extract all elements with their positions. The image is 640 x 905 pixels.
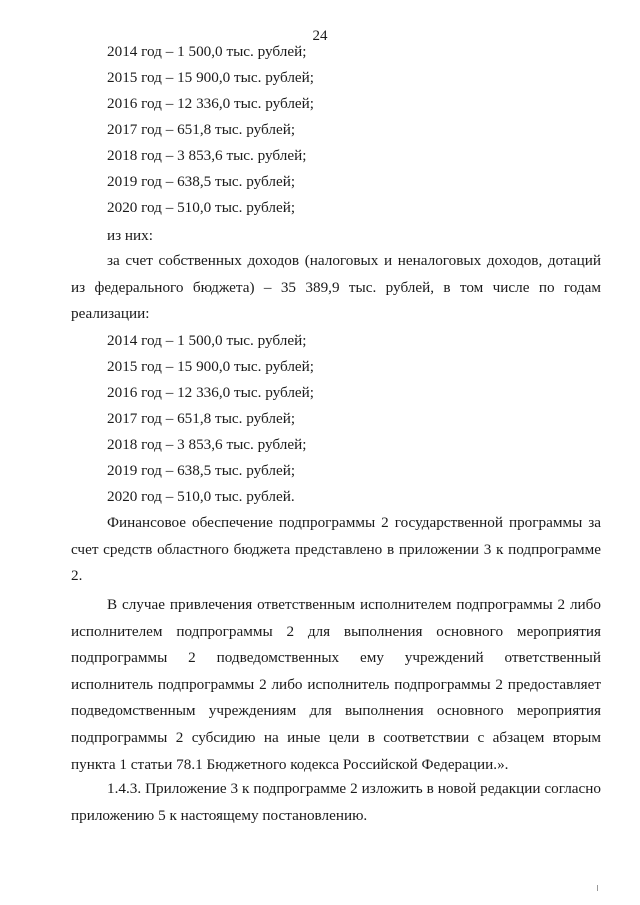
list-item-2020: 2020 год – 510,0 тыс. рублей. (107, 488, 295, 505)
own-income-paragraph: за счет собственных доходов (налоговых и неналоговых доходов, дотаций из федерального бюджета) – 35 389,9 тыс. рублей, в том числе по годам реализации: (71, 252, 601, 323)
list-item-2015: 2015 год – 15 900,0 тыс. рублей; (107, 358, 315, 375)
list-item-2019: 2019 год – 638,5 тыс. рублей; (107, 462, 296, 479)
scan-mark (597, 885, 598, 891)
list-item-2018: 2018 год – 3 853,6 тыс. рублей; (107, 436, 307, 453)
iz-nih-label: из них: (107, 227, 153, 244)
list-item-2014: 2014 год – 1 500,0 тыс. рублей; (107, 332, 307, 349)
list-item-2016: 2016 год – 12 336,0 тыс. рублей; (107, 384, 315, 401)
list-item-2020: 2020 год – 510,0 тыс. рублей; (107, 199, 296, 216)
list-item-2017: 2017 год – 651,8 тыс. рублей; (107, 410, 296, 427)
list-item-2015: 2015 год – 15 900,0 тыс. рублей; (107, 69, 315, 86)
amendment-paragraph: 1.4.3. Приложение 3 к подпрограмме 2 изложить в новой редакции согласно приложению 5 к настоящему постановлению. (71, 780, 601, 824)
page-number: 24 (312, 28, 328, 44)
subsidy-paragraph: В случае привлечения ответственным исполнителем подпрограммы 2 либо исполнителем подпрограммы 2 для выполнения основного мероприятия подпрограммы 2 подведомственных ему учреждений ответственный исполнитель подпрограммы 2 либо исполнитель подпрограммы 2 предоставляет подведомственным учреждениям для выполнения основного мероприятия подпрограммы 2 субсидию на иные цели в соответствии с абзацем вторым пункта 1 статьи 78.1 Бюджетного кодекса Российской Федерации.». (71, 596, 601, 773)
list-item-2017: 2017 год – 651,8 тыс. рублей; (107, 121, 296, 138)
list-item-2014: 2014 год – 1 500,0 тыс. рублей; (107, 43, 307, 60)
list-item-2018: 2018 год – 3 853,6 тыс. рублей; (107, 147, 307, 164)
financing-paragraph: Финансовое обеспечение подпрограммы 2 государственной программы за счет средств областного бюджета представлено в приложении 3 к подпрограмме 2. (71, 514, 601, 585)
list-item-2016: 2016 год – 12 336,0 тыс. рублей; (107, 95, 315, 112)
list-item-2019: 2019 год – 638,5 тыс. рублей; (107, 173, 296, 190)
